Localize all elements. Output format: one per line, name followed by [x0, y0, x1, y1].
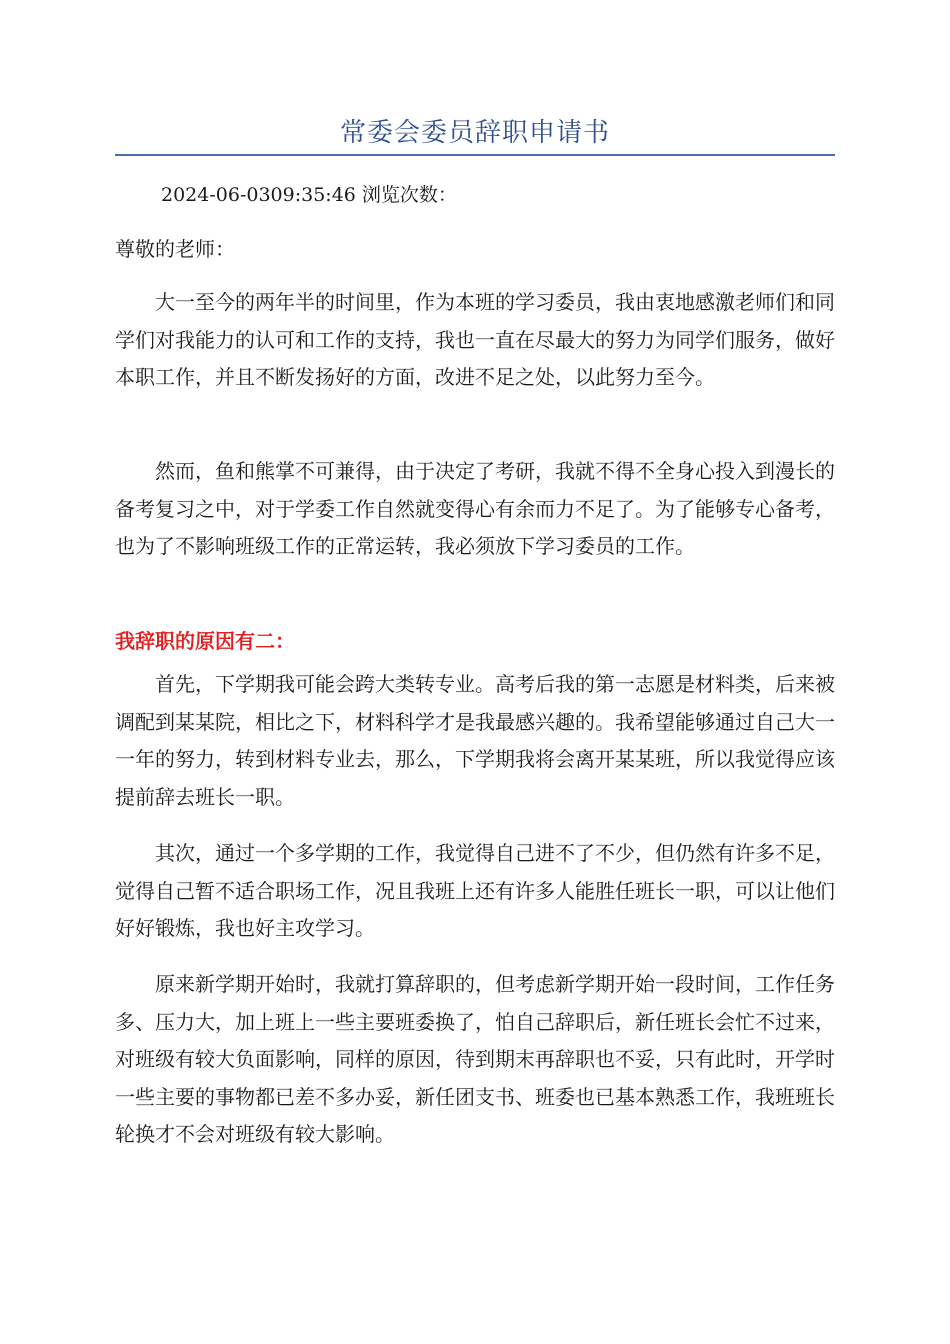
document-title: 常委会委员辞职申请书 — [339, 118, 610, 148]
reason-paragraph-2: 其次，通过一个多学期的工作，我觉得自己进不了不少，但仍然有许多不足，觉得自己暂不适合职场工作，况且我班上还有许多人能胜任班长一职，可以让他们好好锻炼，我也好主攻学习。 — [115, 841, 835, 940]
title-underline — [115, 154, 835, 156]
reasons-heading: 我辞职的原因有二： — [115, 629, 295, 653]
body-paragraph-2: 然而，鱼和熊掌不可兼得，由于决定了考研，我就不得不全身心投入到漫长的备考复习之中，对于学委工作自然就变得心有余而力不足了。为了能够专心备考，也为了不影响班级工作的正常运转，我必须放下学习委员的工作。 — [115, 459, 835, 558]
reason-paragraph-1: 首先，下学期我可能会跨大类转专业。高考后我的第一志愿是材料类，后来被调配到某某院，相比之下，材料科学才是我最感兴趣的。我希望能够通过自己大一一年的努力，转到材料专业去，那么，下学期我将会离开某某班，所以我觉得应该提前辞去班长一职。 — [115, 672, 835, 809]
publish-meta: 2024-06-0309:35:46 浏览次数： — [161, 184, 457, 206]
reason-paragraph-3: 原来新学期开始时，我就打算辞职的，但考虑新学期开始一段时间，工作任务多、压力大，加上班上一些主要班委换了，怕自己辞职后，新任班长会忙不过来，对班级有较大负面影响，同样的原因，待到期末再辞职也不妥，只有此时，开学时一些主要的事物都已差不多办妥，新任团支书、班委也已基本熟悉工作，我班班长轮换才不会对班级有较大影响。 — [115, 972, 835, 1146]
salutation: 尊敬的老师： — [115, 237, 235, 261]
body-paragraph-1: 大一至今的两年半的时间里，作为本班的学习委员，我由衷地感激老师们和同学们对我能力的认可和工作的支持，我也一直在尽最大的努力为同学们服务，做好本职工作，并且不断发扬好的方面，改进不足之处，以此努力至今。 — [115, 290, 835, 389]
